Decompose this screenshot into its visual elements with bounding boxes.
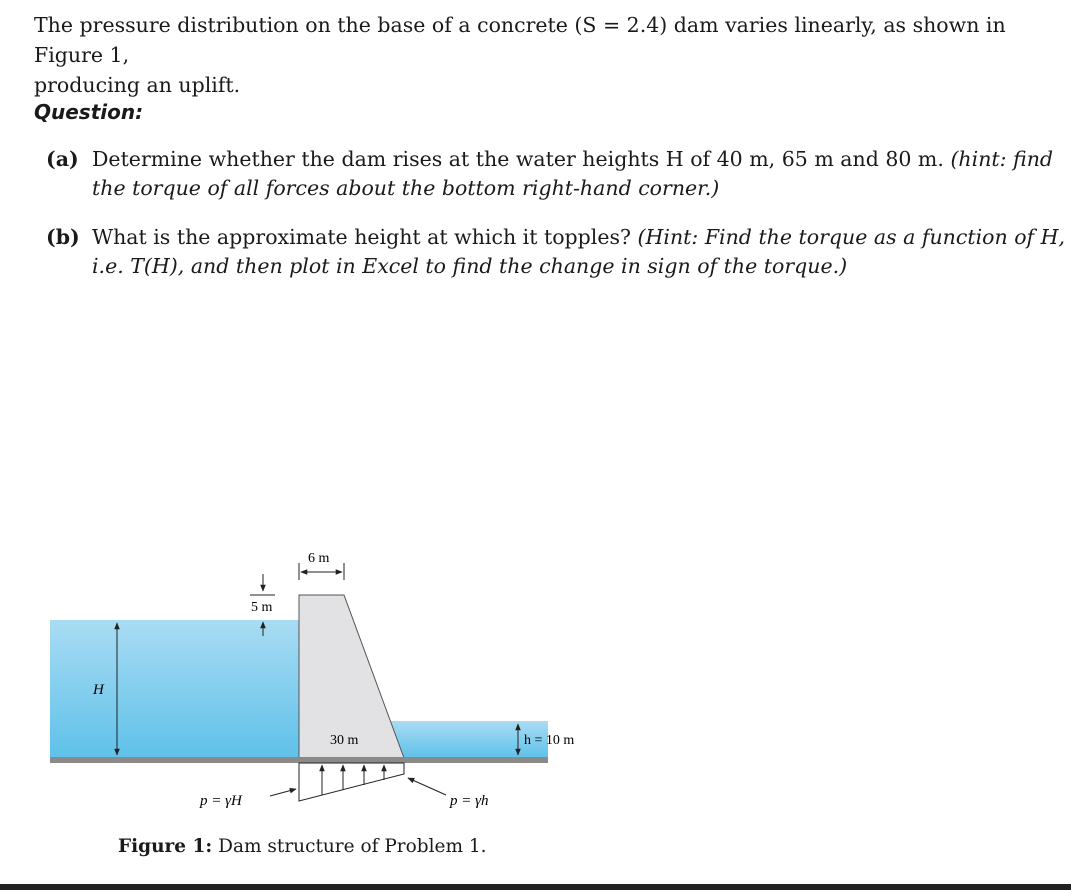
part-b-hint: (Hint: Find the torque as a function of H, i.e. T(H), and then plot in Excel to find the change in sign of the torque.) xyxy=(92,225,1066,278)
downstream-pressure-label: p = γh xyxy=(450,793,489,809)
intro-line-1: The pressure distribution on the base of a concrete (S = 2.4) dam varies linearly, as shown in Figure 1, xyxy=(34,13,1006,67)
figure-caption xyxy=(118,836,487,857)
part-b-tag: (b) xyxy=(46,225,80,249)
bottom-rule xyxy=(0,884,1071,890)
part-a-tag: (a) xyxy=(46,147,79,171)
figure-caption-text: Dam structure of Problem 1. xyxy=(218,836,487,857)
upstream-depth-label: H xyxy=(93,682,104,698)
base-width-label: 30 m xyxy=(330,733,359,748)
downstream-pressure-leader xyxy=(408,778,446,795)
upstream-pressure-leader xyxy=(270,789,296,796)
upstream-water xyxy=(50,620,299,758)
figure-caption-label: Figure 1: xyxy=(118,836,213,857)
uplift-pressure-diagram xyxy=(299,763,404,801)
top-width-label: 6 m xyxy=(308,551,330,566)
part-a-text: Determine whether the dam rises at the water heights H of 40 m, 65 m and 80 m. xyxy=(92,147,944,171)
downstream-depth-label: h = 10 m xyxy=(524,733,575,748)
part-b-text: What is the approximate height at which it topples? xyxy=(92,225,631,249)
question-heading: Question: xyxy=(34,100,144,124)
freeboard-label: 5 m xyxy=(251,600,273,615)
intro-line-2: producing an uplift. xyxy=(34,73,241,97)
ground-line xyxy=(50,757,548,763)
upstream-pressure-label: p = γH xyxy=(200,793,242,809)
part-a-hint: (hint: find the torque of all forces about the bottom right-hand corner.) xyxy=(92,147,1054,200)
